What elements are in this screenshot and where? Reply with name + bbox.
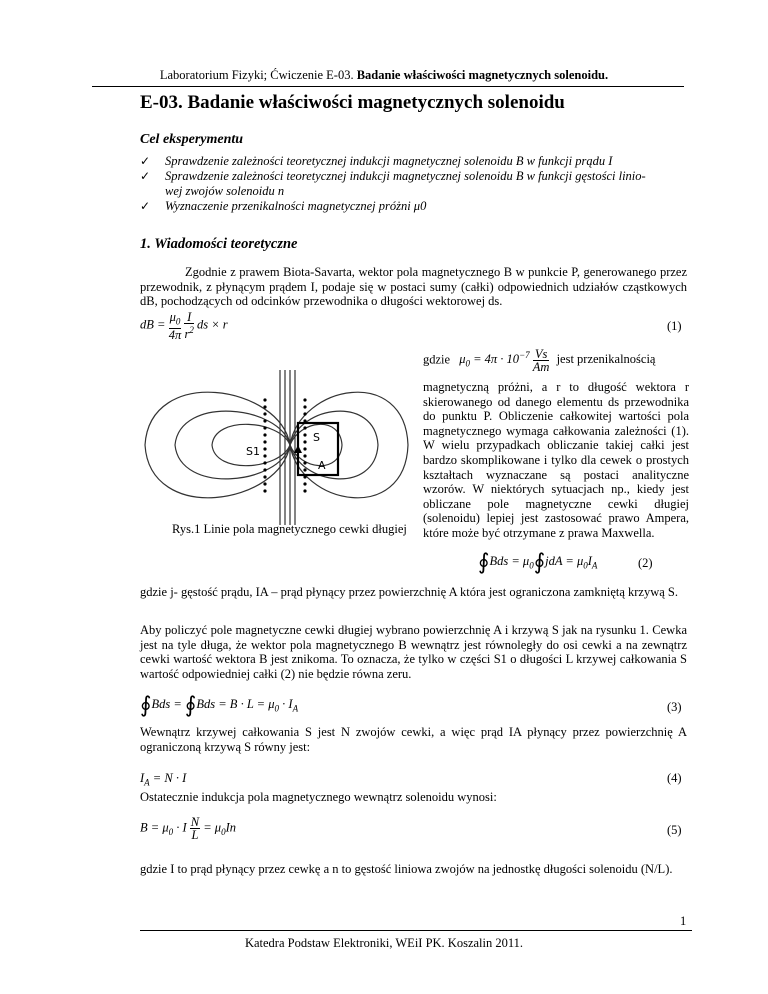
paragraph-turns: Wewnątrz krzywej całkowania S jest N zwojów cewki, a więc prąd IA płynący przez powierzchnię A ograniczoną krzywą S równy jest: bbox=[140, 725, 687, 754]
equation-2-number: (2) bbox=[638, 556, 653, 570]
equation-3: ∮Bds = ∮Bds = $B \cdot L = \mu_0 \cdot I_A$ bbox=[140, 692, 299, 717]
label-s: S bbox=[313, 431, 320, 444]
checkmark-icon: ✓ bbox=[140, 199, 151, 213]
equation-2: ∮Bds = $\mu_0∮jdA = \mu_0I_A$ bbox=[478, 549, 598, 574]
page-number: 1 bbox=[680, 914, 687, 928]
paragraph-conclusion: gdzie I to prąd płynący przez cewkę a n to gęstość liniowa zwojów na jednostkę długości solenoidu (N/L). bbox=[140, 862, 673, 876]
footer-text: Katedra Podstaw Elektroniki, WEiI PK. Koszalin 2011. bbox=[244, 936, 524, 950]
paragraph-biot-savart: Zgodnie z prawem Biota-Savarta, wektor pola magnetycznego B w punkcie P, generowanego przez przewodnik, z płynącym prądem I, podaje się w postaci sumy (całki) odpowiednich udziałów cząstkowych dB, pochodzących od odcinków przewodnika o długości wektorowej ds. bbox=[140, 265, 687, 309]
page-title: E-03. Badanie właściwości magnetycznych solenoidu bbox=[140, 92, 565, 113]
paragraph-right-column: magnetyczną próżni, a r to długość wektora r skierowanego od danego elementu ds przewodnika do punktu P. Obliczenie całkowitej wartości pola magnetycznego wymaga całkowania zależności (1). W wielu przypadkach obliczanie takiej całki jest bardzo skomplikowane i tylko dla cewek o prostych kształtach wyznaczane są postaci analityczne wzorów. W niektórych sytuacjach np., kiedy jest obliczane pole magnetyczne cewki długiej (solenoidu) lepiej jest zastosować prawo Ampera, które może być otrzymane z prawa Maxwella. bbox=[423, 380, 689, 540]
goal-item-continued: wej zwojów solenoidu n bbox=[165, 184, 285, 198]
label-a: A bbox=[318, 459, 326, 472]
paragraph-induction: Ostatecznie indukcja pola magnetycznego wewnątrz solenoidu wynosi: bbox=[140, 790, 497, 804]
paragraph-current-density: gdzie j- gęstość prądu, IA – prąd płynący przez powierzchnię A która jest ograniczona zamkniętą krzywą S. bbox=[140, 585, 678, 599]
equation-3-number: (3) bbox=[667, 700, 682, 714]
goal-list bbox=[140, 154, 690, 214]
mu0-definition: gdzie $\mu_0 = 4\pi \cdot 10^{-7}$ $\frac{Vs}{Am}$ jest przenikalnością bbox=[423, 347, 656, 374]
running-header bbox=[0, 68, 768, 83]
goal-heading: Cel eksperymentu bbox=[140, 132, 244, 147]
equation-1: dB = $\frac{\mu_0}{4\pi}$ $\frac{I}{r^2}$ ds × r bbox=[140, 310, 228, 342]
equation-5: $B = \mu_0 \cdot I$ $\frac{N}{L}$ = $\mu_0In$ bbox=[140, 815, 237, 842]
equation-4: $I_A = N \cdot I$ bbox=[140, 771, 187, 788]
equation-5-number: (5) bbox=[667, 823, 682, 837]
field-line bbox=[145, 392, 290, 498]
field-line bbox=[290, 392, 408, 498]
equation-1-number: (1) bbox=[667, 319, 682, 333]
checkmark-icon: ✓ bbox=[140, 154, 151, 168]
solenoid-field-figure bbox=[140, 365, 410, 535]
label-s1: S1 bbox=[246, 445, 260, 458]
figure-caption: Rys.1 Linie pola magnetycznego cewki długiej bbox=[172, 522, 407, 536]
goal-item: ✓ Sprawdzenie zależności teoretycznej indukcji magnetycznej solenoidu B w funkcji gęstości linio- bbox=[140, 169, 646, 183]
header-title-bold: Badanie właściwości magnetycznych solenoidu. bbox=[356, 68, 609, 82]
goal-item: ✓ Wyznaczenie przenikalności magnetycznej próżni μ0 bbox=[140, 199, 427, 213]
field-line bbox=[290, 411, 378, 479]
goal-item: ✓ Sprawdzenie zależności teoretycznej indukcji magnetycznej solenoidu B w funkcji prądu I bbox=[140, 154, 613, 168]
header-lab-text: Laboratorium Fizyki; Ćwiczenie E-03. bbox=[159, 68, 354, 82]
paragraph-ampere: Aby policzyć pole magnetyczne cewki długiej wybrano powierzchnię A i krzywą S jak na rysunku 1. Cewka jest na tyle długa, że wektor pola magnetycznego B wewnątrz jest równoległy do osi cewki a na zewnątrz cewki wartość wektora B jest znikoma. To oznacza, że tylko w części S1 o długości L krzywej całkowania S wartość odpowiedniej całki (2) nie będzie równa zeru. bbox=[140, 623, 687, 681]
section-heading: 1. Wiadomości teoretyczne bbox=[140, 236, 298, 252]
checkmark-icon: ✓ bbox=[140, 169, 151, 183]
header-rule bbox=[92, 86, 684, 87]
field-line bbox=[175, 411, 290, 479]
equation-4-number: (4) bbox=[667, 771, 682, 785]
footer-rule bbox=[140, 930, 692, 931]
